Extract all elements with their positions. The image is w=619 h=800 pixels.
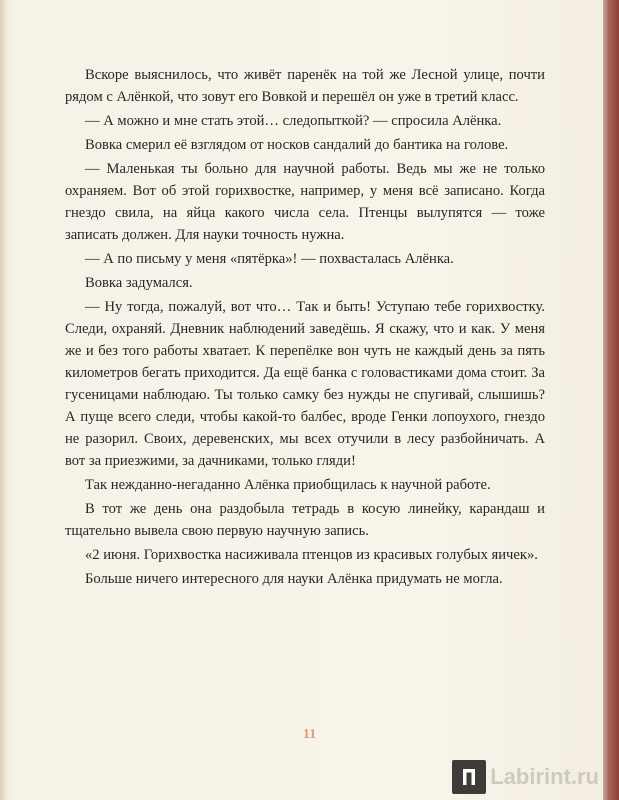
paragraph: — Ну тогда, пожалуй, вот что… Так и быть! Уступаю тебе горихвостку. Следи, охраняй. Дневник наблюдений заведёшь. Я скажу, что и как. У меня же и без того работы хватает. К перепёлке вон чуть не каждый день за пять километров бегать приходится. Да ещё банка с головастиками дома стоит. За гусеницами наблюдаю. Ты только самку без нужды не спугивай, слышишь? А пуще всего следи, чтобы какой-то балбес, вроде Генки лопоухого, гнездо не разорил. Своих, деревенских, мы всех отучили в лесу разбойничать. А вот за приезжими, за дачниками, только гляди! xyxy=(65,299,545,469)
page-text xyxy=(65,64,545,592)
page-number: 11 xyxy=(302,727,317,742)
labirint-logo-icon xyxy=(452,760,486,794)
paragraph: — Маленькая ты больно для научной работы. Ведь мы же не только охраняем. Вот об этой горихвостке, например, у меня всё записано. Когда гнездо свила, на яйца какого числа села. Птенцы вылупятся — тоже записать должен. Для науки точность нужна. xyxy=(65,161,545,243)
paragraph: «2 июня. Горихвостка насиживала птенцов из красивых голубых яичек». xyxy=(85,547,538,563)
paragraph: Больше ничего интересного для науки Алёнка придумать не могла. xyxy=(85,571,503,587)
labirint-logo-glyph xyxy=(456,764,482,790)
page-gutter-shadow xyxy=(0,0,6,800)
paragraph: — А можно и мне стать этой… следопыткой? — спросила Алёнка. xyxy=(85,113,502,129)
watermark-text: Labirint.ru xyxy=(490,764,599,789)
paragraph: Так нежданно-негаданно Алёнка приобщилась к научной работе. xyxy=(85,477,491,493)
paragraph: В тот же день она раздобыла тетрадь в косую линейку, карандаш и тщательно вывела свою первую научную запись. xyxy=(65,501,545,539)
book-cover-edge xyxy=(603,0,619,800)
labirint-watermark xyxy=(452,760,599,794)
paragraph: Вовка смерил её взглядом от носков сандалий до бантика на голове. xyxy=(85,137,509,153)
paragraph: — А по письму у меня «пятёрка»! — похвасталась Алёнка. xyxy=(85,251,454,267)
paragraph: Вовка задумался. xyxy=(85,275,193,291)
paragraph: Вскоре выяснилось, что живёт паренёк на той же Лесной улице, почти рядом с Алёнкой, что зовут его Вовкой и перешёл он уже в третий класс. xyxy=(65,67,545,105)
